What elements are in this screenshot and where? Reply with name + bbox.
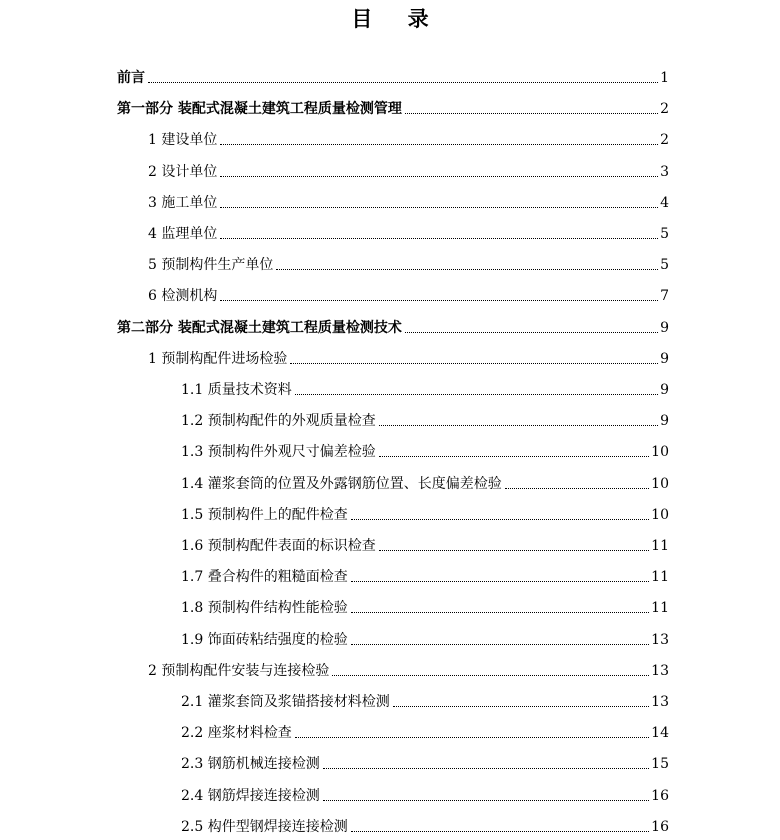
toc-entry-label: 4 监理单位 [148, 226, 218, 242]
toc-entry[interactable] [181, 806, 669, 836]
toc-entry-page-number: 3 [660, 163, 669, 180]
toc-entry[interactable] [181, 743, 669, 773]
dot-leader [379, 549, 649, 551]
toc-entry[interactable] [148, 244, 669, 274]
toc-entry[interactable] [181, 712, 669, 742]
toc-entry[interactable] [181, 619, 669, 649]
toc-entry-label: 1.6 预制构配件表面的标识检查 [181, 538, 376, 554]
toc-entry[interactable] [181, 369, 669, 399]
dot-leader [405, 112, 658, 114]
dot-leader [505, 487, 649, 489]
toc-entry-page-number: 10 [651, 506, 669, 523]
toc-entry-page-number: 9 [660, 413, 669, 430]
toc-entry-label: 1 建设单位 [148, 132, 218, 149]
toc-entry[interactable] [181, 525, 669, 555]
toc-entry-page-number: 5 [660, 226, 669, 242]
toc-entry-page-number: 11 [651, 600, 669, 617]
toc-entry[interactable] [181, 463, 669, 493]
toc-entry-label: 1.3 预制构件外观尺寸偏差检验 [181, 444, 376, 461]
dot-leader [290, 362, 658, 364]
toc-entry-page-number: 15 [651, 756, 669, 773]
dot-leader [220, 206, 658, 208]
toc-entry[interactable] [181, 681, 669, 711]
toc-entry-label: 1.4 灌浆套筒的位置及外露钢筋位置、长度偏差检验 [181, 475, 502, 492]
toc-entry[interactable] [148, 650, 669, 680]
toc-entry[interactable] [148, 213, 669, 243]
toc-entry[interactable] [148, 119, 669, 149]
toc-entry-page-number: 1 [660, 70, 669, 86]
toc-entry-label: 5 预制构件生产单位 [148, 257, 274, 274]
dot-leader [323, 799, 649, 801]
toc-entry-label: 1.8 预制构件结构性能检验 [181, 600, 348, 617]
toc-entry-page-number: 10 [651, 444, 669, 461]
toc-entry-label: 2.2 座浆材料检查 [181, 725, 292, 742]
dot-leader [148, 81, 658, 83]
toc-entry-label: 1 预制构配件进场检验 [148, 350, 288, 367]
dot-leader [351, 611, 649, 613]
toc-entry-page-number: 16 [651, 787, 669, 804]
toc-entry[interactable] [148, 182, 669, 212]
dot-leader [295, 736, 649, 738]
toc-entry[interactable] [181, 431, 669, 461]
dot-leader [351, 830, 649, 832]
toc-entry-page-number: 13 [651, 631, 669, 648]
toc-entry[interactable] [117, 88, 669, 118]
toc-entry-page-number: 2 [660, 132, 669, 149]
toc-entry-label: 1.2 预制构配件的外观质量检查 [181, 413, 376, 430]
dot-leader [323, 767, 649, 769]
dot-leader [276, 268, 658, 270]
toc-entry[interactable] [117, 57, 669, 87]
toc-entry-page-number: 13 [651, 662, 669, 679]
dot-leader [220, 143, 658, 145]
toc-entry-label: 6 检测机构 [148, 288, 218, 305]
dot-leader [220, 237, 658, 239]
toc-entry-page-number: 7 [660, 288, 669, 305]
page-title: 目 录 [351, 7, 443, 31]
toc-entry-label: 1.9 饰面砖粘结强度的检验 [181, 631, 348, 648]
toc-entry-label: 2 设计单位 [148, 163, 218, 180]
toc-entry-page-number: 9 [660, 382, 669, 398]
toc-entry[interactable] [181, 775, 669, 805]
toc-entry-page-number: 14 [651, 725, 669, 742]
dot-leader [351, 643, 649, 645]
dot-leader [295, 393, 658, 395]
dot-leader [351, 518, 649, 520]
toc-entry-page-number: 11 [651, 569, 669, 586]
toc-entry-label: 1.1 质量技术资料 [181, 382, 292, 398]
toc-entry[interactable] [148, 338, 669, 368]
toc-entry-label: 3 施工单位 [148, 194, 218, 211]
toc-entry[interactable] [148, 151, 669, 181]
dot-leader [220, 175, 658, 177]
toc-entry-page-number: 2 [660, 101, 669, 118]
toc-entry[interactable] [181, 400, 669, 430]
toc-entry-page-number: 10 [651, 475, 669, 492]
toc-entry[interactable] [181, 587, 669, 617]
toc-entry[interactable] [181, 494, 669, 524]
dot-leader [393, 705, 649, 707]
toc-entry-page-number: 13 [651, 694, 669, 710]
toc-entry-page-number: 11 [651, 538, 669, 554]
toc-entry-label: 2.5 构件型钢焊接连接检测 [181, 818, 348, 835]
toc-entry-label: 1.7 叠合构件的粗糙面检查 [181, 569, 348, 586]
toc-entry-page-number: 5 [660, 257, 669, 274]
dot-leader [332, 674, 649, 676]
toc-entry[interactable] [181, 556, 669, 586]
dot-leader [379, 424, 658, 426]
toc-entry-label: 前言 [117, 70, 145, 86]
toc-entry-label: 第一部分 装配式混凝土建筑工程质量检测管理 [117, 101, 402, 118]
toc-entry-page-number: 4 [660, 194, 669, 211]
toc-entry-page-number: 9 [660, 319, 669, 336]
toc-entry-label: 2.1 灌浆套筒及浆锚搭接材料检测 [181, 694, 390, 710]
dot-leader [379, 455, 649, 457]
toc-entry-label: 1.5 预制构件上的配件检查 [181, 506, 348, 523]
dot-leader [405, 331, 658, 333]
toc-entry-label: 第二部分 装配式混凝土建筑工程质量检测技术 [117, 319, 402, 336]
toc-entry[interactable] [148, 275, 669, 305]
toc-entry-page-number: 16 [651, 818, 669, 835]
toc-entry-label: 2.4 钢筋焊接连接检测 [181, 787, 320, 804]
dot-leader [220, 299, 658, 301]
toc-entry-page-number: 9 [660, 350, 669, 367]
dot-leader [351, 580, 649, 582]
toc-entry-label: 2 预制构配件安装与连接检验 [148, 662, 330, 679]
toc-entry-label: 2.3 钢筋机械连接检测 [181, 756, 320, 773]
toc-entry[interactable] [117, 307, 669, 337]
